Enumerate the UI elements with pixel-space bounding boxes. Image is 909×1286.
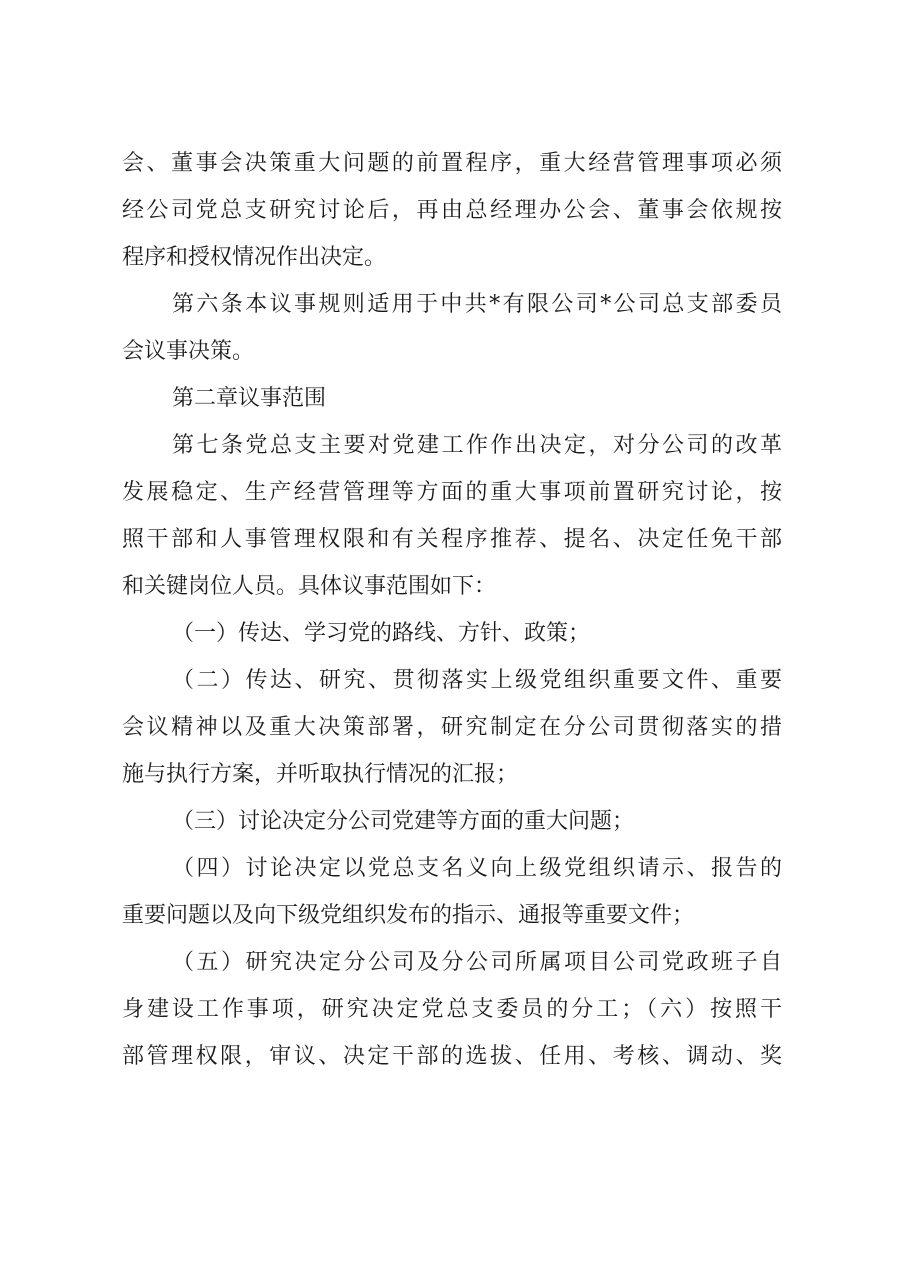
text-line: 经公司党总支研究讨论后，再由总经理办公会、董事会依规按	[122, 198, 782, 223]
text-line: 部管理权限，审议、决定干部的选拔、任用、考核、调动、奖	[122, 1044, 782, 1069]
document-body	[122, 140, 782, 1080]
text-line: （五）研究决定分公司及分公司所属项目公司党政班子自	[172, 950, 782, 975]
text-line: 会议事决策。	[122, 339, 255, 364]
text-line: 程序和授权情况作出决定。	[122, 245, 387, 270]
text-line: （三）讨论决定分公司党建等方面的重大问题；	[172, 809, 635, 834]
text-line: （一）传达、学习党的路线、方针、政策；	[172, 621, 591, 646]
text-line: 施与执行方案，并听取执行情况的汇报；	[122, 762, 519, 787]
text-line: 会议精神以及重大决策部署，研究制定在分公司贯彻落实的措	[122, 715, 782, 740]
text-line: 第六条本议事规则适用于中共*有限公司*公司总支部委员	[172, 292, 782, 317]
text-line: 重要问题以及向下级党组织发布的指示、通报等重要文件；	[122, 903, 695, 928]
text-line: 发展稳定、生产经营管理等方面的重大事项前置研究讨论，按	[122, 480, 782, 505]
text-line: 和关键岗位人员。具体议事范围如下：	[122, 574, 497, 599]
text-line: 第二章议事范围	[172, 386, 327, 411]
text-line: 会、董事会决策重大问题的前置程序，重大经营管理事项必须	[122, 151, 782, 176]
text-line: 身建设工作事项，研究决定党总支委员的分工；（六）按照干	[122, 997, 782, 1022]
text-line: （二）传达、研究、贯彻落实上级党组织重要文件、重要	[172, 668, 782, 693]
text-line: 照干部和人事管理权限和有关程序推荐、提名、决定任免干部	[122, 527, 782, 552]
text-line: （四）讨论决定以党总支名义向上级党组织请示、报告的	[172, 856, 782, 881]
text-line: 第七条党总支主要对党建工作作出决定，对分公司的改革	[172, 433, 782, 458]
